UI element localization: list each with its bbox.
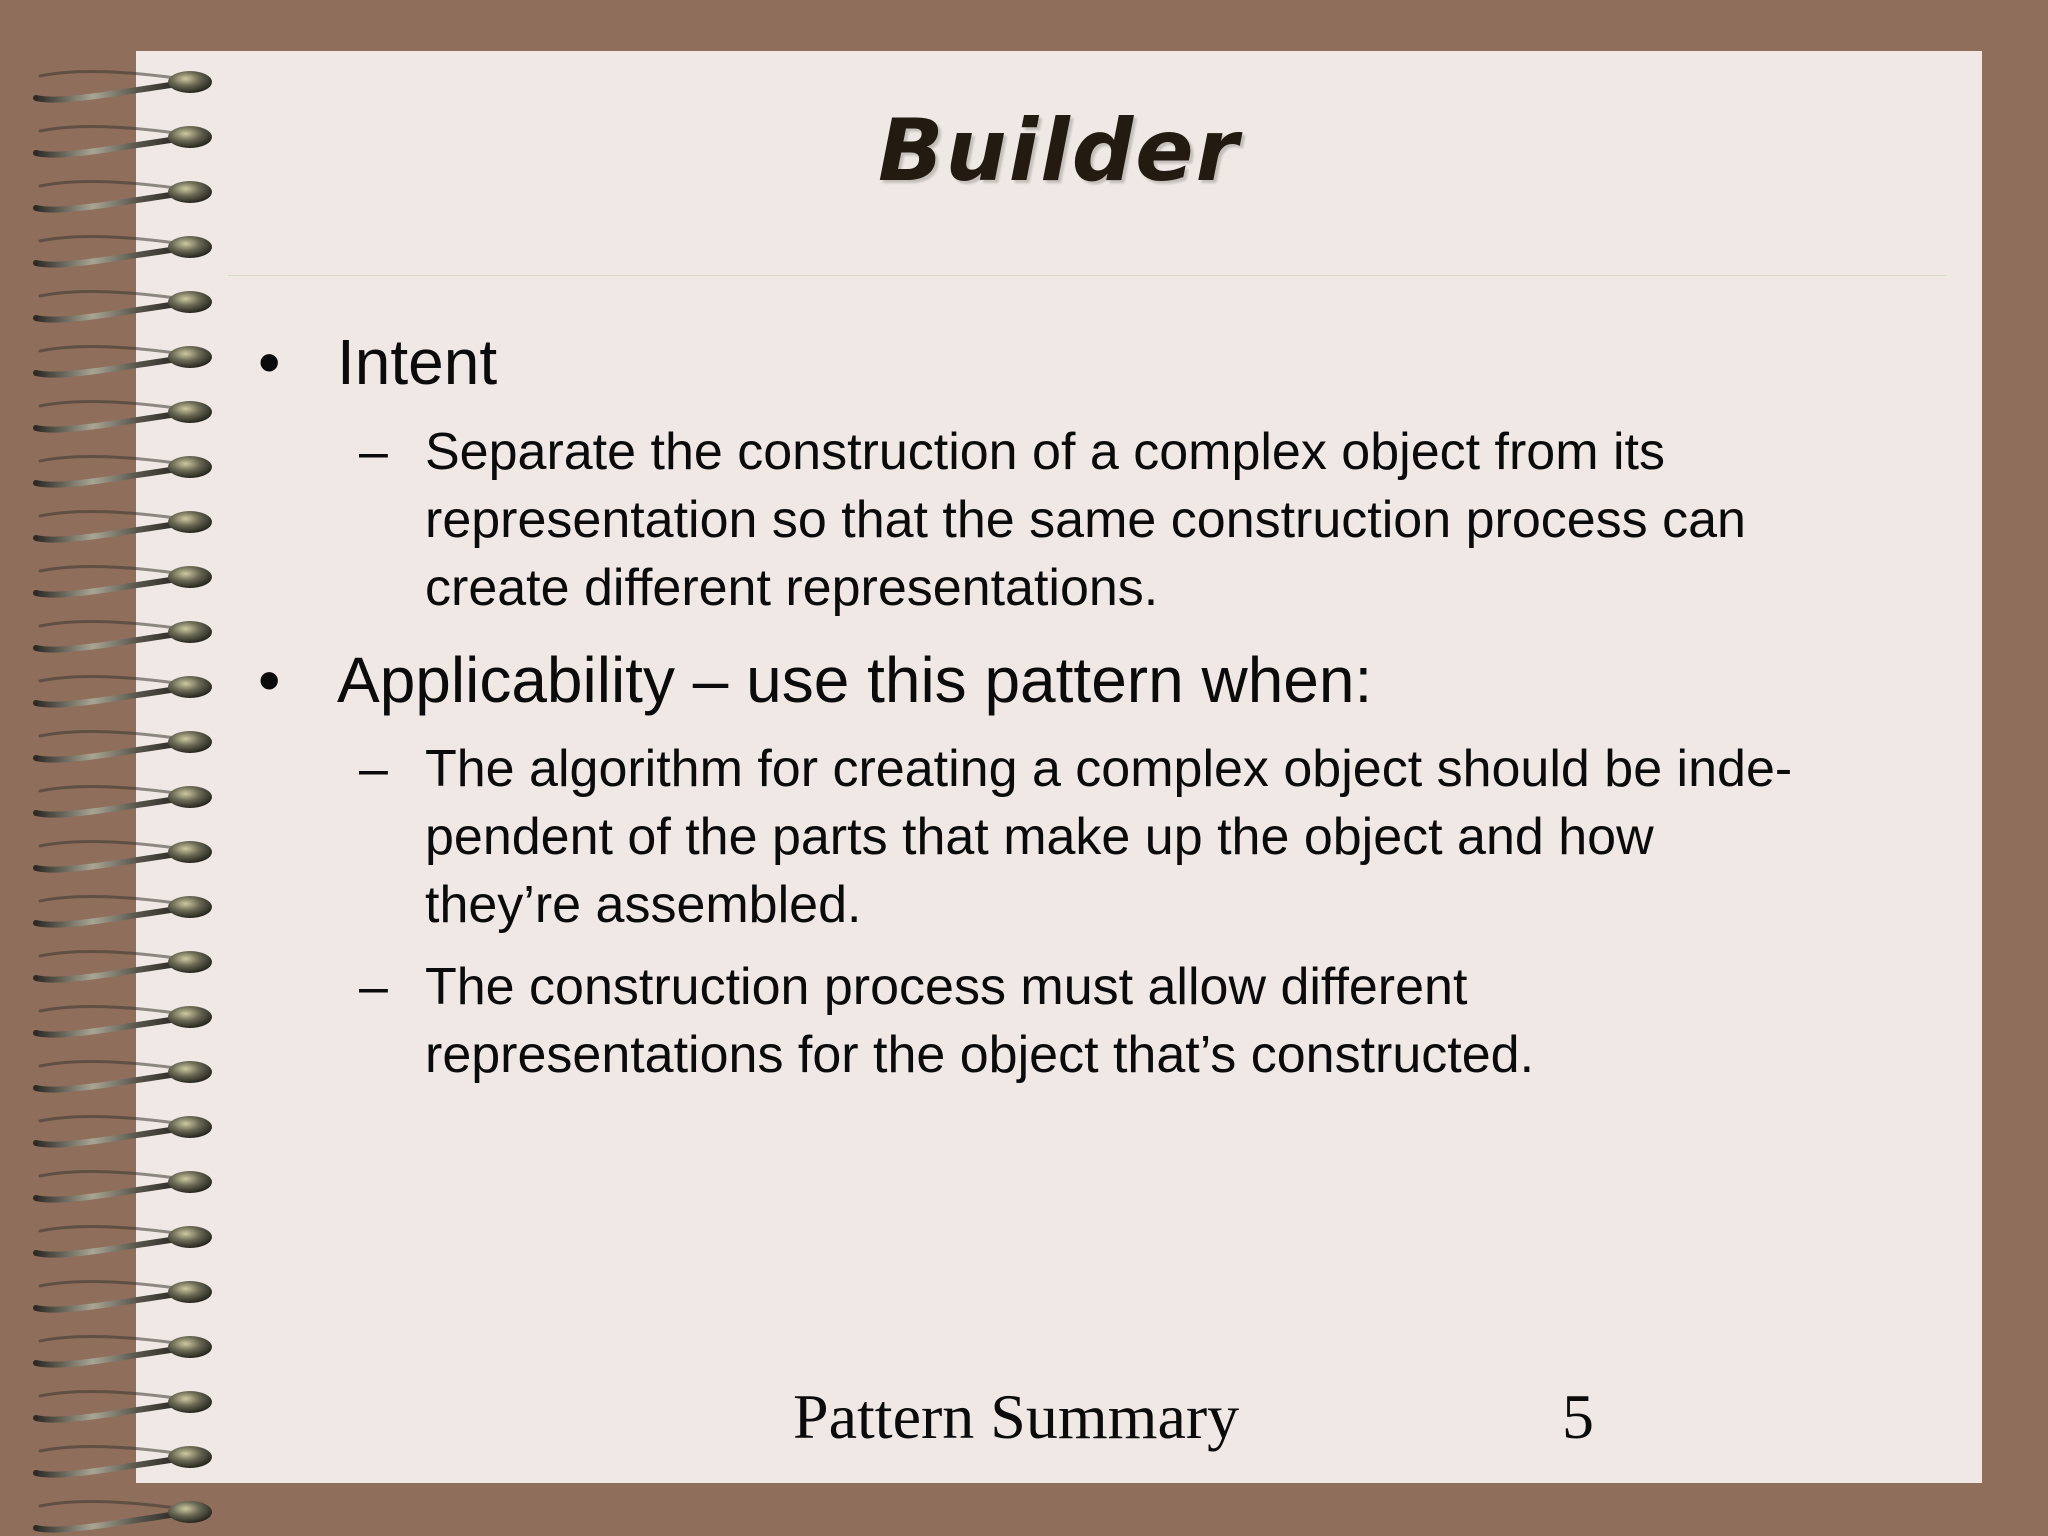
subpoint-line: representations for the object that’s constructed. — [425, 1026, 1535, 1084]
subpoint-line: representation so that the same construction process can — [425, 491, 1746, 549]
dash-marker: – — [359, 423, 388, 481]
bullet-marker: • — [258, 326, 281, 398]
bullet-marker: • — [258, 644, 281, 716]
slide-title: Builder — [877, 101, 1241, 201]
subpoint-text — [425, 418, 1925, 622]
subpoint-line: create different representations. — [425, 559, 1159, 617]
subpoint-line: pendent of the parts that make up the object and how — [425, 808, 1654, 866]
subpoint-line: Separate the construction of a complex object from its — [425, 423, 1665, 481]
bullet-label: Applicability – use this pattern when: — [337, 644, 1373, 716]
dash-marker: – — [359, 958, 388, 1016]
dash-marker: – — [359, 740, 388, 798]
page-number: 5 — [1562, 1381, 1594, 1452]
subpoint-text — [425, 735, 1925, 939]
subpoint-line: they’re assembled. — [425, 876, 862, 934]
footer-label: Pattern Summary — [793, 1381, 1240, 1452]
subpoint-line: The algorithm for creating a complex object should be inde- — [425, 740, 1793, 798]
bullet-label: Intent — [337, 326, 498, 398]
subpoint-line: The construction process must allow different — [425, 958, 1468, 1016]
subpoint-text — [425, 953, 1925, 1089]
